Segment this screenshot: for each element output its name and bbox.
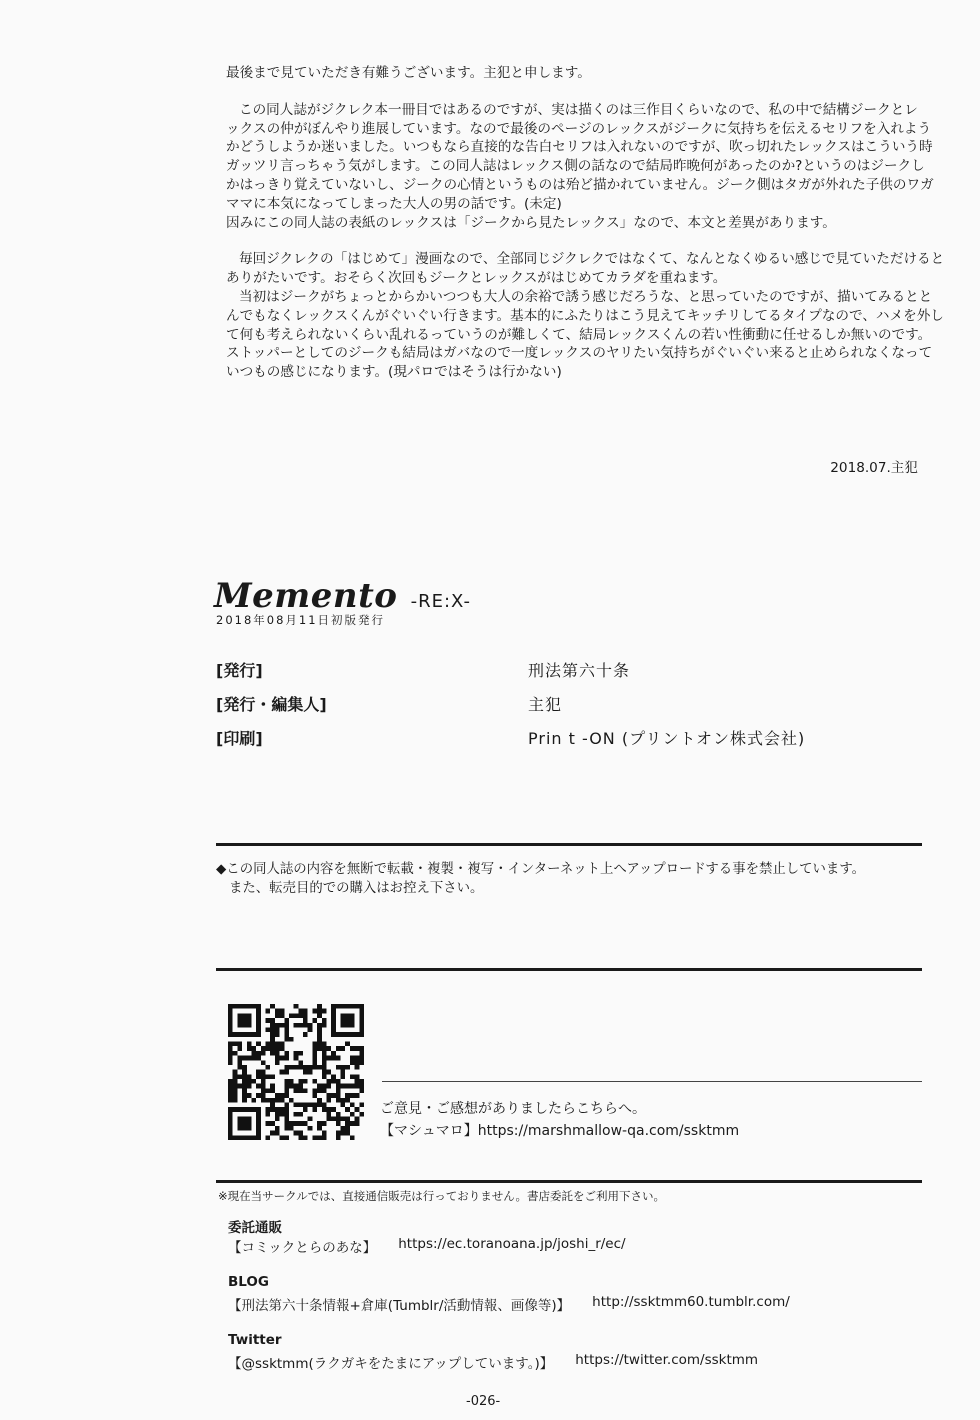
- divider-thin: [382, 1081, 922, 1082]
- toranoana-link[interactable]: https://ec.toranoana.jp/joshi_r/ec/: [398, 1236, 626, 1252]
- link-row: [228, 1352, 928, 1372]
- afterword-paragraph-2: [226, 101, 934, 233]
- afterword-signature: 2018.07.主犯: [830, 460, 918, 476]
- notice-line: ◆この同人誌の内容を無断で転載・複製・複写・インターネット上へアップロードする事を禁止しています。: [216, 862, 866, 877]
- afterword-line: ありがたいです。おそらく次回もジークとレックスがはじめてカラダを重ねます。: [226, 270, 727, 287]
- link-group-blog: [228, 1274, 928, 1332]
- book-logo: [214, 576, 471, 616]
- afterword-line: ストッパーとしてのジークも結局はガバなので一度レックスのヤリたい気持ちがぐいぐい来ると止められなくなって: [226, 345, 933, 362]
- link-group-twitter: [228, 1332, 928, 1390]
- colophon-label: [印刷]: [216, 728, 263, 748]
- afterword-line: かどうしようか迷いました。いつもなら直接的な告白セリフは入れないのですが、吹っ切れたレックスはこういう時: [226, 139, 933, 156]
- afterword-line: 因みにこの同人誌の表紙のレックスは「ジークから見たレックス」なので、本文と差異があります。: [226, 214, 836, 231]
- colophon-label: [発行]: [216, 660, 263, 680]
- afterword-line: 最後まで見ていただき有難うございます。主犯と申します。: [226, 65, 591, 81]
- colophon-row-publisher: [216, 652, 916, 686]
- link-label: 【@ssktmm(ラクガキをたまにアップしています。)】: [228, 1356, 554, 1372]
- colophon-row-editor: [216, 686, 916, 720]
- link-heading: Twitter: [228, 1332, 282, 1348]
- link-label: 【刑法第六十条情報+倉庫(Tumblr/活動情報、画像等)】: [228, 1298, 571, 1314]
- afterword-line: て何も考えられないくらい乱れるっていうのが難しくて、結局レックスくんの若い性衝動に任せるしか無いのです。: [226, 326, 932, 343]
- afterword: [226, 64, 945, 400]
- mail-order-footnote: ※現在当サークルでは、直接通信販売は行っておりません。書店委託をご利用下さい。: [218, 1189, 665, 1203]
- colophon-value: 主犯: [528, 694, 563, 714]
- afterword-line: かはっきり覚えていないし、ジークの心情というものは殆ど描かれていません。ジーク側はタガが外れた子供のワガ: [226, 176, 934, 193]
- afterword-line: 毎回ジクレクの「はじめて」漫画なので、全部同じジクレクではなくて、なんとなくゆるい感じで見ていただけると: [239, 251, 945, 268]
- contact-info: [380, 1098, 739, 1142]
- page-number: -026-: [466, 1394, 501, 1409]
- divider-top: [216, 843, 922, 846]
- link-heading: BLOG: [228, 1274, 269, 1290]
- afterword-line: ママに本気になってしまった大人の男の話です。(未定): [226, 195, 562, 212]
- marshmallow-link[interactable]: 【マシュマロ】https://marshmallow-qa.com/ssktmm: [380, 1123, 740, 1139]
- qr-code-image[interactable]: [228, 1004, 364, 1140]
- divider-bottom: [216, 1180, 922, 1183]
- contact-prompt: ご意見・ご感想がありましたらこちらへ。: [380, 1101, 646, 1117]
- twitter-link[interactable]: https://twitter.com/ssktmm: [575, 1352, 759, 1368]
- colophon-row-printer: [216, 720, 916, 754]
- link-row: [228, 1236, 928, 1256]
- link-label: 【コミックとらのあな】: [228, 1240, 377, 1256]
- notice-line: また、転売目的での購入はお控え下さい。: [229, 881, 484, 896]
- book-subtitle: -RE:X-: [410, 591, 471, 612]
- links-section: [228, 1216, 928, 1390]
- afterword-line: この同人誌がジクレク本一冊目ではあるのですが、実は描くのは三作目くらいなので、私の中で結構ジークとレ: [239, 101, 918, 118]
- afterword-paragraph-1: [226, 64, 926, 83]
- link-group-consignment: [228, 1216, 928, 1274]
- colophon-value: Prin t -ON (プリントオン株式会社): [528, 728, 806, 748]
- link-heading: 委託通販: [228, 1220, 282, 1236]
- colophon-label: [発行・編集人]: [216, 694, 327, 714]
- afterword-paragraph-3: [226, 250, 945, 382]
- colophon-value: 刑法第六十条: [528, 660, 631, 680]
- afterword-line: ガッツリ言っちゃう気がします。この同人誌はレックス側の話なので結局昨晩何があったのか?というのはジークし: [226, 158, 925, 175]
- afterword-line: んでもなくレックスくんがぐいぐい行きます。基本的にふたりはこう見えてキッチリしてるタイプなので、ハメを外し: [226, 307, 944, 324]
- divider-middle: [216, 968, 922, 971]
- tumblr-link[interactable]: http://ssktmm60.tumblr.com/: [592, 1294, 790, 1310]
- link-row: [228, 1294, 928, 1314]
- afterword-line: いつもの感じになります。(現パロではそうは行かない): [226, 364, 562, 381]
- afterword-line: 当初はジークがちょっとからかいつつも大人の余裕で誘う感じだろうな、と思っていたのですが、描いてみるとと: [239, 288, 933, 305]
- afterword-line: ックスの仲がぼんやり進展しています。なので最後のページのレックスがジークに気持ちを伝えるセリフを入れよう: [226, 120, 932, 137]
- book-title: Memento: [214, 576, 398, 616]
- publication-date: 2018年08月11日初版発行: [216, 613, 386, 627]
- copyright-notice: [216, 860, 865, 898]
- colophon-table: [216, 652, 916, 754]
